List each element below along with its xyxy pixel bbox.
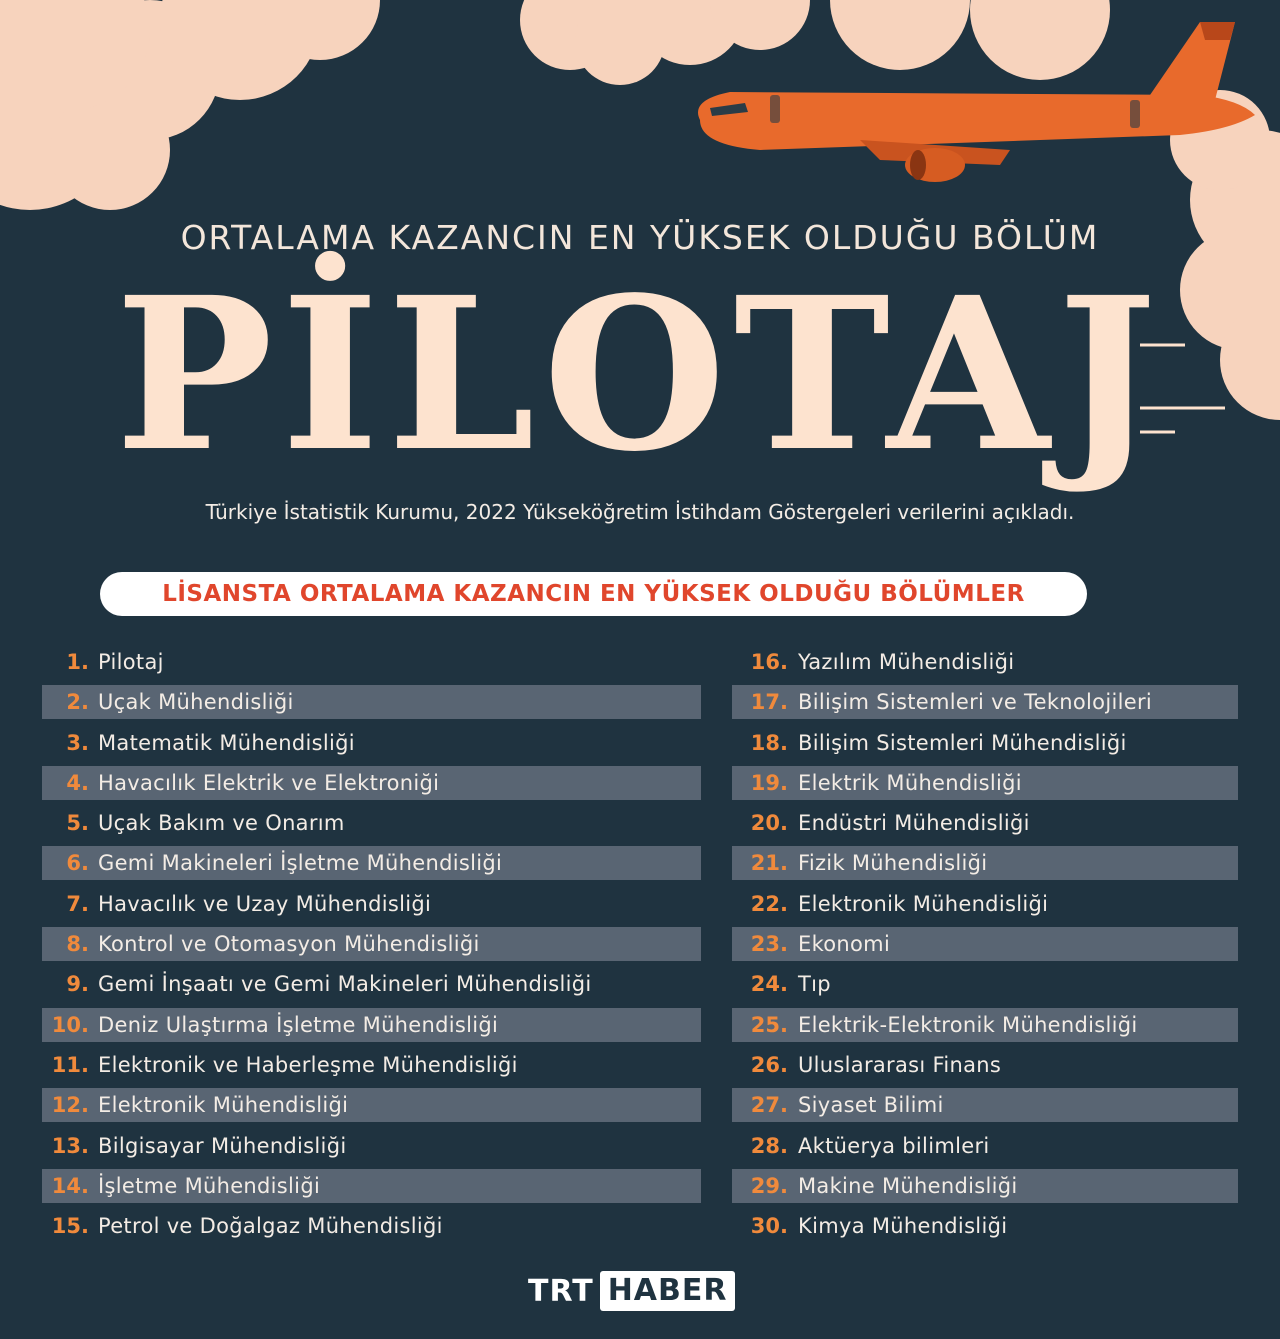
- rank-number: 29.: [750, 1173, 788, 1198]
- page-title: PİLOTAJ: [115, 251, 1165, 498]
- page-subtitle: ORTALAMA KAZANCIN EN YÜKSEK OLDUĞU BÖLÜM: [180, 218, 1100, 257]
- list-item: [732, 645, 1238, 679]
- rank-number: 24.: [750, 972, 788, 997]
- rank-number: 4.: [66, 770, 89, 795]
- list-item: [732, 846, 1238, 880]
- department-name: İşletme Mühendisliği: [98, 1173, 321, 1198]
- list-item: [42, 1008, 701, 1042]
- list-item: [42, 846, 701, 880]
- rank-number: 13.: [51, 1133, 89, 1158]
- list-item: [732, 766, 1238, 800]
- department-name: Uluslararası Finans: [798, 1052, 1002, 1077]
- rank-number: 26.: [750, 1052, 788, 1077]
- department-name: Bilgisayar Mühendisliği: [98, 1133, 347, 1158]
- logo-trt-text: TRT: [528, 1273, 594, 1309]
- department-name: Deniz Ulaştırma İşletme Mühendisliği: [98, 1012, 499, 1037]
- rank-number: 21.: [750, 851, 788, 876]
- department-name: Bilişim Sistemleri ve Teknolojileri: [798, 690, 1153, 715]
- rank-number: 22.: [750, 891, 788, 916]
- rank-number: 19.: [750, 770, 788, 795]
- rank-number: 12.: [51, 1093, 89, 1118]
- department-name: Ekonomi: [798, 932, 891, 957]
- department-name: Aktüerya bilimleri: [798, 1133, 990, 1158]
- ranking-list-left: [42, 645, 701, 1249]
- department-name: Siyaset Bilimi: [798, 1093, 944, 1118]
- rank-number: 16.: [750, 650, 788, 674]
- list-item: [732, 927, 1238, 961]
- department-name: Tıp: [798, 972, 831, 997]
- rank-number: 17.: [750, 690, 788, 715]
- list-item: [732, 1008, 1238, 1042]
- department-name: Yazılım Mühendisliği: [798, 650, 1015, 674]
- list-item: [42, 685, 701, 719]
- rank-number: 7.: [66, 891, 89, 916]
- list-item: [42, 927, 701, 961]
- airplane-illustration: [698, 22, 1255, 182]
- department-name: Elektrik-Elektronik Mühendisliği: [798, 1012, 1138, 1037]
- list-item: [42, 967, 701, 1001]
- list-item: [732, 1209, 1238, 1243]
- department-name: Uçak Mühendisliği: [98, 690, 294, 715]
- list-item: [42, 1169, 701, 1203]
- department-name: Elektronik ve Haberleşme Mühendisliği: [98, 1052, 518, 1077]
- department-name: Endüstri Mühendisliği: [798, 811, 1030, 836]
- list-item: [732, 1169, 1238, 1203]
- rank-number: 2.: [66, 690, 89, 715]
- department-name: Kontrol ve Otomasyon Mühendisliği: [98, 932, 480, 957]
- department-name: Gemi Makineleri İşletme Mühendisliği: [98, 851, 503, 876]
- department-name: Fizik Mühendisliği: [798, 851, 988, 876]
- department-name: Petrol ve Doğalgaz Mühendisliği: [98, 1214, 443, 1239]
- rank-number: 10.: [51, 1012, 89, 1037]
- rank-number: 28.: [750, 1133, 788, 1158]
- list-item: [42, 1088, 701, 1122]
- rank-number: 1.: [66, 650, 89, 674]
- department-name: Matematik Mühendisliği: [98, 730, 355, 755]
- rank-number: 27.: [750, 1093, 788, 1118]
- rank-number: 25.: [750, 1012, 788, 1037]
- logo-haber-text: HABER: [600, 1271, 736, 1311]
- list-item: [42, 645, 701, 679]
- list-header-label: LİSANSTA ORTALAMA KAZANCIN EN YÜKSEK OLDUĞU BÖLÜMLER: [162, 581, 1025, 607]
- department-name: Havacılık Elektrik ve Elektroniği: [98, 770, 440, 795]
- department-name: Uçak Bakım ve Onarım: [98, 811, 345, 836]
- list-item: [732, 685, 1238, 719]
- rank-number: 9.: [66, 972, 89, 997]
- department-name: Pilotaj: [98, 650, 164, 674]
- list-item: [42, 1129, 701, 1163]
- list-item: [42, 806, 701, 840]
- list-item: [732, 967, 1238, 1001]
- list-item: [732, 887, 1238, 921]
- list-item: [42, 1048, 701, 1082]
- list-header-pill: [100, 572, 1087, 616]
- list-item: [732, 1048, 1238, 1082]
- rank-number: 5.: [66, 811, 89, 836]
- description-text: Türkiye İstatistik Kurumu, 2022 Yükseköğretim İstihdam Göstergeleri verilerini açıkladı.: [205, 500, 1075, 524]
- rank-number: 8.: [66, 932, 89, 957]
- ranking-list-right: [732, 645, 1238, 1249]
- list-item: [732, 806, 1238, 840]
- list-item: [732, 726, 1238, 760]
- rank-number: 18.: [750, 730, 788, 755]
- rank-number: 23.: [750, 932, 788, 957]
- department-name: Elektronik Mühendisliği: [98, 1093, 349, 1118]
- rank-number: 15.: [51, 1214, 89, 1239]
- rank-number: 20.: [750, 811, 788, 836]
- list-item: [42, 766, 701, 800]
- trt-haber-logo: [528, 1271, 735, 1311]
- list-item: [732, 1088, 1238, 1122]
- department-name: Bilişim Sistemleri Mühendisliği: [798, 730, 1127, 755]
- rank-number: 14.: [51, 1173, 89, 1198]
- rank-number: 3.: [66, 730, 89, 755]
- department-name: Elektrik Mühendisliği: [798, 770, 1022, 795]
- department-name: Kimya Mühendisliği: [798, 1214, 1008, 1239]
- list-item: [42, 726, 701, 760]
- rank-number: 6.: [66, 851, 89, 876]
- department-name: Elektronik Mühendisliği: [798, 891, 1049, 916]
- rank-number: 30.: [750, 1214, 788, 1239]
- list-item: [42, 1209, 701, 1243]
- department-name: Makine Mühendisliği: [798, 1173, 1018, 1198]
- department-name: Havacılık ve Uzay Mühendisliği: [98, 891, 432, 916]
- list-item: [42, 887, 701, 921]
- department-name: Gemi İnşaatı ve Gemi Makineleri Mühendisliği: [98, 972, 592, 997]
- rank-number: 11.: [51, 1052, 89, 1077]
- list-item: [732, 1129, 1238, 1163]
